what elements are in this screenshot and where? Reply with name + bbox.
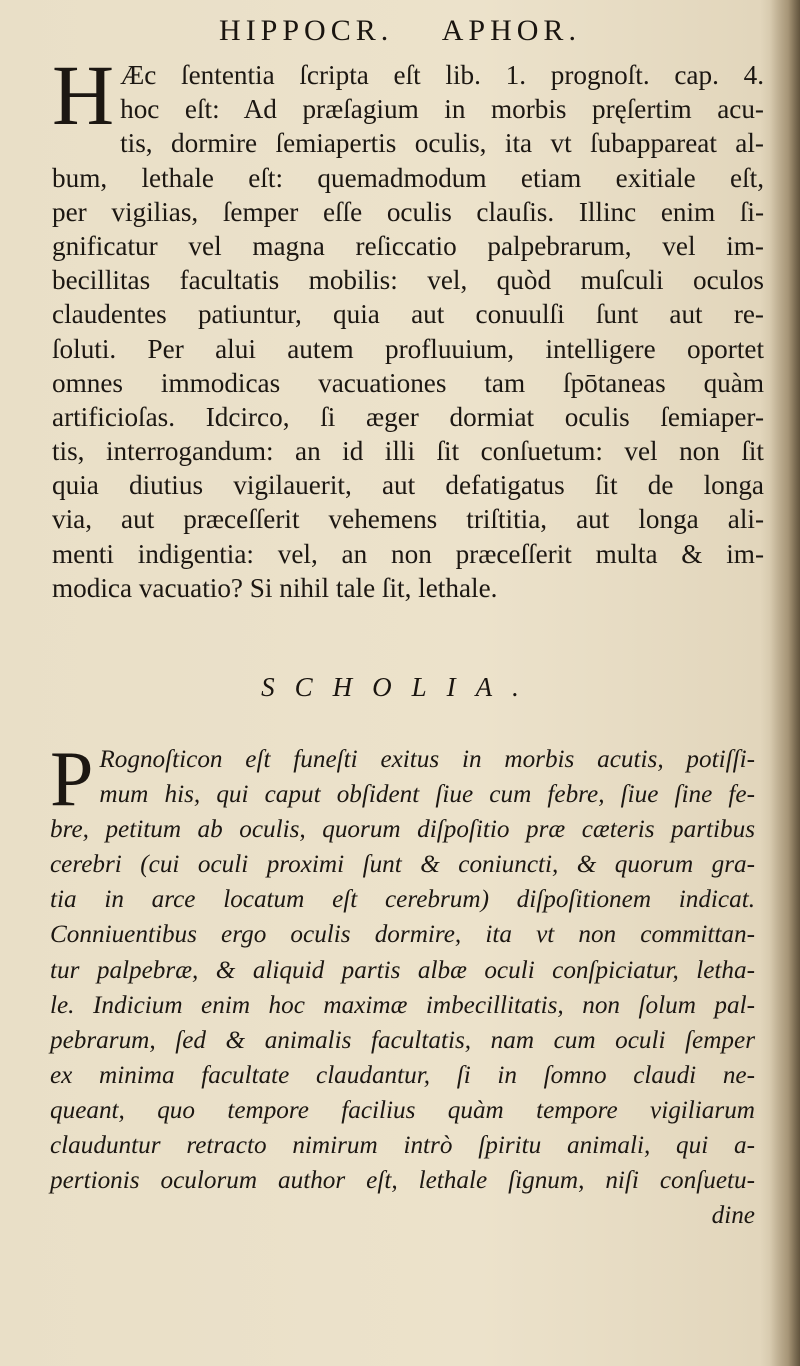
- text-line: pebrarum, ſed & animalis facultatis, nam cum oculi ſemper: [50, 1026, 755, 1054]
- text-line: gnificatur vel magna reſiccatio palpebrarum, vel im-: [52, 230, 764, 261]
- section-title-scholia: SCHOLIA.: [261, 672, 539, 702]
- scholia-text: [50, 735, 755, 1233]
- header-left: HIPPOCR.: [219, 14, 394, 47]
- text-line: becillitas facultatis mobilis: vel, quòd muſculi oculos: [52, 265, 764, 296]
- text-line: tis, interrogandum: an id illi ſit conſuetum: vel non ſit: [52, 436, 764, 467]
- text-line: clauduntur retracto nimirum intrò ſpiritu animali, qui a-: [50, 1132, 755, 1160]
- text-line: modica vacuatio? Si nihil tale ſit, lethale.: [52, 572, 498, 603]
- text-line: cerebri (cui oculi proximi ſunt & coniuncti, & quorum gra-: [50, 851, 755, 879]
- text-line: bum, lethale eſt: quemadmodum etiam exitiale eſt,: [52, 162, 764, 193]
- text-line: quia diutius vigilauerit, aut defatigatus ſit de longa: [52, 470, 764, 501]
- scholia-dropcap: P: [50, 735, 94, 822]
- text-line: ſoluti. Per alui autem profluuium, intelligere oportet: [52, 333, 764, 364]
- header-right: APHOR.: [441, 14, 581, 47]
- catchword: dine: [711, 1202, 755, 1230]
- text-line: tis, dormire ſemiapertis oculis, ita vt ſubappareat al-: [120, 128, 764, 159]
- text-line: tia in arce locatum eſt cerebrum) diſpoſitionem indicat.: [50, 886, 755, 914]
- text-line: pertionis oculorum author eſt, lethale ſignum, niſi conſuetu-: [50, 1167, 755, 1195]
- text-line: Æc ſententia ſcripta eſt lib. 1. prognoſt. cap. 4.: [120, 60, 764, 90]
- text-line: Rognoſticon eſt funeſti exitus in morbis acutis, potiſſi-: [99, 746, 755, 773]
- text-line: hoc eſt: Ad præſagium in morbis pręſertim acu-: [120, 94, 764, 125]
- text-line: claudentes patiuntur, quia aut conuulſi ſunt aut re-: [52, 299, 764, 330]
- text-line: tur palpebræ, & aliquid partis albæ oculi conſpiciatur, letha-: [50, 956, 755, 984]
- aphorism-text: [52, 47, 764, 605]
- text-line: ex minima facultate claudantur, ſi in ſomno claudi ne-: [50, 1061, 755, 1089]
- text-line: via, aut præceſſerit vehemens triſtitia, aut longa ali-: [52, 504, 764, 535]
- text-line: Conniuentibus ergo oculis dormire, ita vt non committan-: [50, 921, 755, 949]
- aphorism-dropcap: H: [52, 47, 115, 143]
- text-line: mum his, qui caput obſident ſiue cum febre, ſiue ſine fe-: [99, 781, 755, 809]
- text-line: le. Indicium enim hoc maximæ imbecillitatis, non ſolum pal-: [50, 991, 755, 1019]
- text-line: menti indigentia: vel, an non præceſſerit multa & im-: [52, 538, 764, 569]
- text-line: artificioſas. Idcirco, ſi æger dormiat oculis ſemiaper-: [52, 401, 764, 432]
- text-line: omnes immodicas vacuationes tam ſpōtaneas quàm: [52, 367, 764, 398]
- running-header: [0, 14, 800, 48]
- text-line: queant, quo tempore facilius quàm tempore vigiliarum: [50, 1096, 755, 1124]
- text-line: bre, petitum ab oculis, quorum diſpoſitio præ cæteris partibus: [50, 816, 755, 844]
- text-line: per vigilias, ſemper eſſe oculis clauſis. Illinc enim ſi-: [52, 196, 764, 227]
